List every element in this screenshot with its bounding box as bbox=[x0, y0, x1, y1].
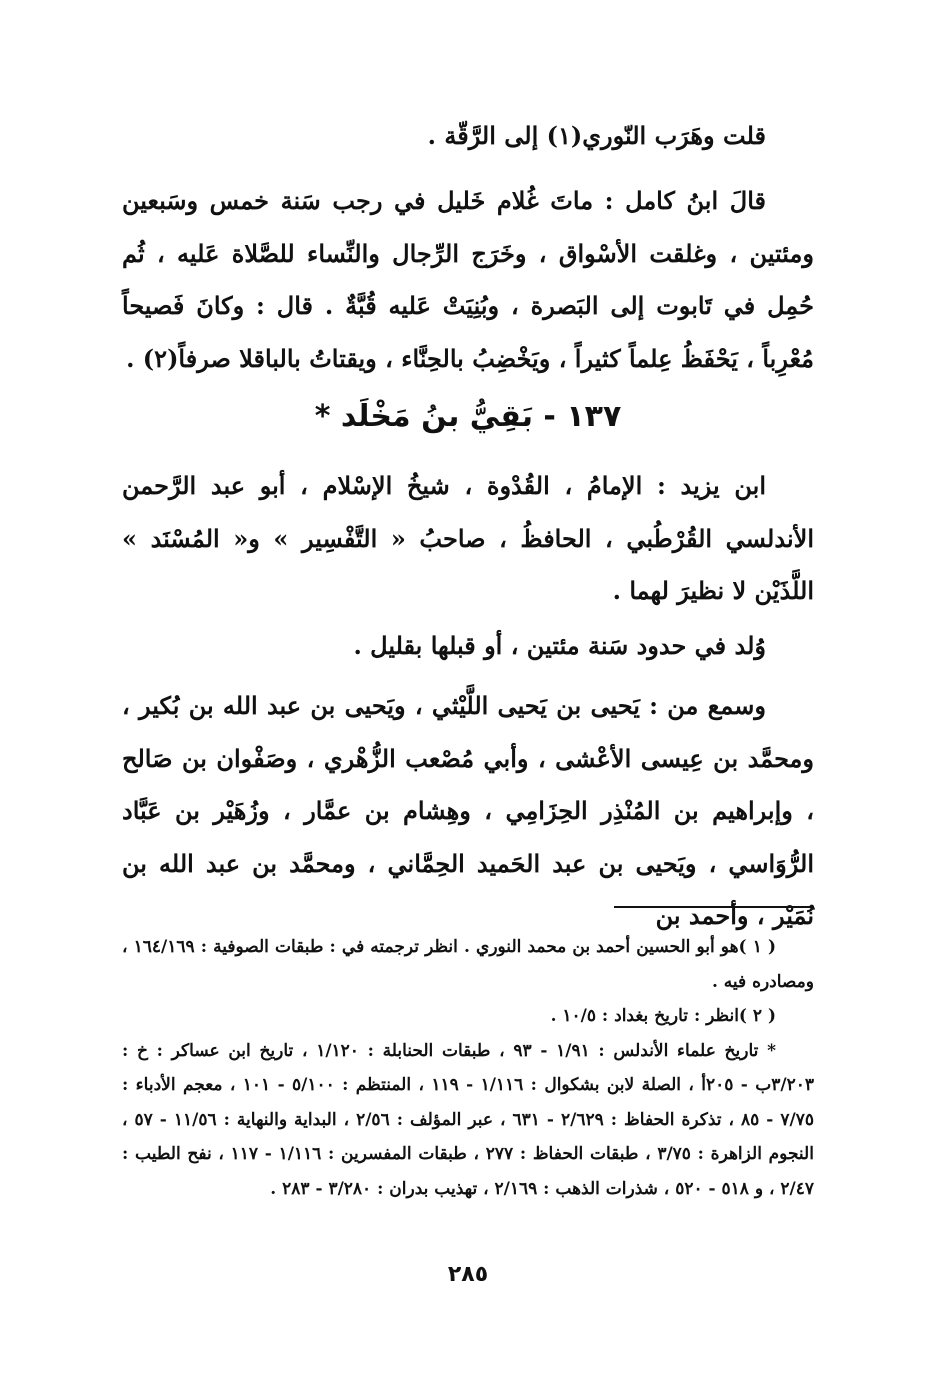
footnote-divider bbox=[614, 906, 814, 908]
paragraph-birth: وُلد في حدود سَنة مئتين ، أو قبلها بقليل . bbox=[353, 631, 766, 660]
footnote-2: ( ٢ )انظر : تاريخ بغداد : ١٠/٥ . bbox=[550, 1006, 776, 1026]
paragraph-lineage: ابن يزيد : الإمامُ ، القُدْوة ، شيخُ الإسْلام ، أبو عبد الرَّحمن الأندلسي القُرْطُبي ، الحافظُ ، صاحبُ « التَّفْسِير » و« المُسْنَد » اللَّذَيْن لا نظيرَ لهما . bbox=[122, 471, 814, 605]
paragraph-nuri-flight: قلت وهَرَب النّوري(١) إلى الرَّقّة . bbox=[427, 121, 766, 150]
page-number: ٢٨٥ bbox=[447, 1262, 489, 1287]
footnote-1: ( ١ )هو أبو الحسين أحمد بن محمد النوري . انظر ترجمته في : طبقات الصوفية : ١٦٤/١٦٩ ، ومصادره فيه . bbox=[122, 937, 814, 992]
footnote-sources: * تاريخ علماء الأندلس : ١/٩١ - ٩٣ ، طبقات الحنابلة : ١/١٢٠ ، تاريخ ابن عساكر : خ : ٣/٢٠٣ب - ٢٠٥أ ، الصلة لابن بشكوال : ١/١١٦ - ١١٩ ، المنتظم : ٥/١٠٠ - ١٠١ ، معجم الأدباء : ٧/٧٥ - ٨٥ ، تذكرة الحفاظ : ٢/٦٢٩ - ٦٣١ ، عبر المؤلف : ٢/٥٦ ، البداية والنهاية : ١١/٥٦ - ٥٧ ، النجوم الزاهرة : ٣/٧٥ ، طبقات الحفاظ : ٢٧٧ ، طبقات المفسرين : ١/١١٦ - ١١٧ ، نفح الطيب : ٢/٤٧ ، و ٥١٨ - ٥٢٠ ، شذرات الذهب : ٢/١٦٩ ، تهذيب بدران : ٣/٢٨٠ - ٢٨٣ . bbox=[122, 1040, 814, 1199]
biography-heading: ١٣٧ - بَقِيُّ بنُ مَخْلَد * bbox=[314, 399, 622, 434]
paragraph-teachers: وسمع من : يَحيى بن يَحيى اللَّيْثي ، ويَحيى بن عبد الله بن بُكير ، ومحمَّد بن عِيسى الأعْشى ، وأبي مُصْعب الزُّهْري ، وصَفْوان بن صَالح ، وإبراهيم بن المُنْذِر الحِزَامِي ، وهِشام بن عمَّار ، وزُهَيْر بن عَبَّاد الرُّوَاسي ، ويَحيى بن عبد الحَميد الحِمَّاني ، ومحمَّد بن عبد الله بن نُمَيْر ، وأحمد بن bbox=[122, 691, 814, 930]
paragraph-death-report: قالَ ابنُ كامل : ماتَ غُلام خَليل في رجب سَنة خمس وسَبعين ومئتين ، وغلقت الأسْواق ، وخَرَج الرِّجال والنِّساء للصَّلاة عَليه ، ثُم حُمِل في تَابوت إلى البَصرة ، وبُنِيَتْ عَليه قُبَّةٌ . قال : وكانَ فَصيحاً مُعْرِباً ، يَحْفَظُ عِلماً كثيراً ، ويَخْضِبُ بالحِنَّاء ، ويقتاتُ بالباقلا صرفاً(٢) . bbox=[122, 186, 814, 373]
footnotes-section bbox=[122, 930, 814, 1206]
